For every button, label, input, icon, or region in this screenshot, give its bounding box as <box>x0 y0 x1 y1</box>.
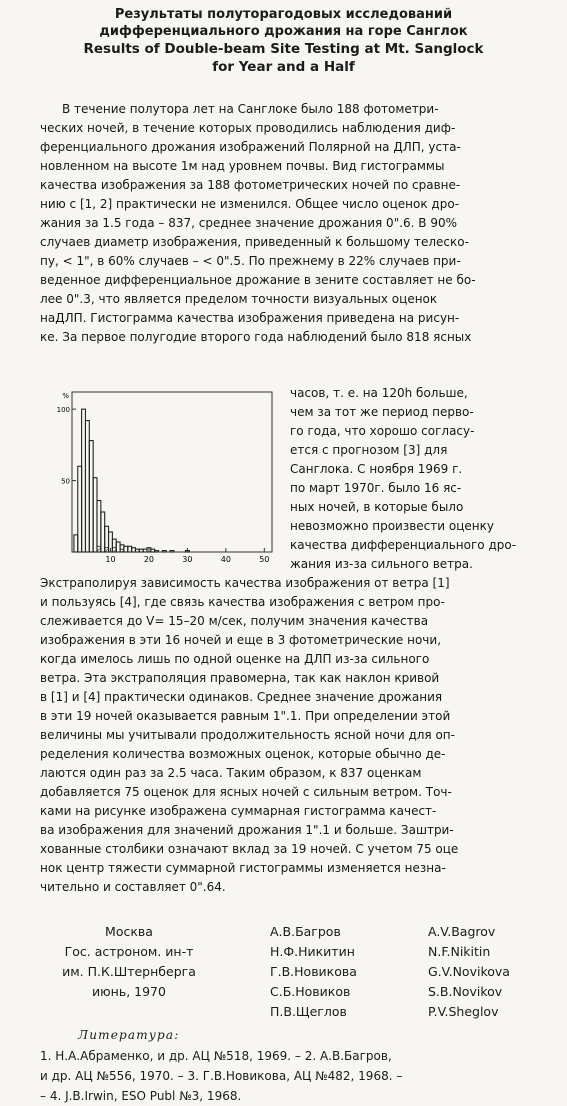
affiliation-city: Москва <box>105 924 153 939</box>
text-line: лее 0".3, что является пределом точности визуальных оценок <box>40 292 438 306</box>
reference-line: 1. Н.А.Абраменко, и др. АЦ №518, 1969. – 2. А.В.Багров, <box>40 1049 392 1063</box>
author-en: A.V.Bagrov <box>428 924 496 939</box>
text-line: чем за тот же период перво- <box>290 405 474 419</box>
affiliation-date: июнь, 1970 <box>92 984 166 999</box>
text-line: веденное дифференциальное дрожание в зените составляет не бо- <box>40 273 476 287</box>
histogram-bar <box>82 409 86 552</box>
histogram-bar <box>128 546 132 552</box>
text-line: хованные столбики означают вклад за 19 ночей. С учетом 75 оце <box>40 842 459 856</box>
text-line: нию с [1, 2] практически не изменился. Общее число оценок дро- <box>40 197 460 211</box>
text-line: качества изображения за 188 фотометрических ночей по сравне- <box>40 178 461 192</box>
affiliation-institute: Гос. астроном. ин-т <box>64 944 194 959</box>
author-en: G.V.Novikova <box>428 964 510 979</box>
text-line: ками на рисунке изображена суммарная гистограмма качест- <box>40 804 437 818</box>
text-line: ется с прогнозом [3] для <box>290 443 448 457</box>
histogram-bar <box>124 546 128 552</box>
x-tick-label: 30 <box>182 555 193 564</box>
histogram-bar <box>139 549 143 552</box>
title-ru-line-1: Результаты полуторагодовых исследований <box>114 7 453 22</box>
text-line: качества дифференциального дро- <box>290 538 517 552</box>
text-line: ветра. Эта экстраполяция правомерна, так как наклон кривой <box>40 671 440 685</box>
histogram-bar <box>85 421 89 552</box>
histogram-bar <box>162 551 166 552</box>
paragraph-bottom <box>40 574 540 897</box>
text-line: нок центр тяжести суммарной гистограммы изменяется незна- <box>40 861 446 875</box>
histogram-figure <box>52 384 280 570</box>
text-line: ческих ночей, в течение которых проводились наблюдения диф- <box>40 121 456 135</box>
author-en: S.B.Novikov <box>428 984 503 999</box>
text-line: ва изображения для значений дрожания 1".1 и больше. Заштри- <box>40 823 454 837</box>
text-line: в [1] и [4] практически одинаков. Среднее значение дрожания <box>40 690 443 704</box>
text-line: случаев диаметр изображения, приведенный к большому телеско- <box>40 235 469 249</box>
text-line: в эти 19 ночей оказывается равным 1".1. При определении этой <box>40 709 451 723</box>
histogram-bar <box>135 549 139 552</box>
title-en-line-2: for Year and a Half <box>212 59 355 75</box>
histogram-bar <box>116 542 120 552</box>
histogram-chart <box>52 384 280 570</box>
authors-english <box>428 922 510 1022</box>
text-line: по март 1970г. было 16 яс- <box>290 481 462 495</box>
y-tick-label: 100 <box>56 406 70 415</box>
text-line: жания из-за сильного ветра. <box>290 557 473 571</box>
authors-russian <box>270 922 357 1022</box>
text-line: жания за 1.5 года – 837, среднее значение дрожания 0".6. В 90% <box>40 216 458 230</box>
text-line: Экстраполируя зависимость качества изображения от ветра [1] <box>40 576 450 590</box>
text-line: изображения в эти 16 ночей и еще в 3 фотометрические ночи, <box>40 633 442 647</box>
paragraph-side <box>290 384 550 574</box>
reference-line: – 4. J.B.Irwin, ESO Publ №3, 1968. <box>40 1089 242 1103</box>
text-line: часов, т. е. на 120h больше, <box>290 386 468 400</box>
text-line: пу, < 1", в 60% случаев – < 0".5. По прежнему в 22% случаев при- <box>40 254 461 268</box>
title-ru-line-2: дифференциального дрожания на горе Санглок <box>99 24 468 39</box>
histogram-bar <box>74 535 78 552</box>
text-line: ференциального дрожания изображений Полярной на ДЛП, уста- <box>40 140 461 154</box>
histogram-bar <box>170 551 174 552</box>
author-ru: Н.Ф.Никитин <box>270 944 355 959</box>
references-heading: Литература: <box>78 1028 180 1042</box>
y-unit-label: % <box>62 392 69 400</box>
histogram-bar <box>93 478 97 552</box>
text-line: В течение полутора лет на Санглоке было 188 фотометри- <box>62 102 439 116</box>
histogram-bar <box>101 512 105 552</box>
text-line: невозможно произвести оценку <box>290 519 494 533</box>
histogram-bar <box>143 549 147 552</box>
x-tick-label: 40 <box>220 555 231 564</box>
author-en: N.F.Nikitin <box>428 944 491 959</box>
author-ru: С.Б.Новиков <box>270 984 351 999</box>
affiliation-named-after: им. П.К.Штернберга <box>62 964 196 979</box>
histogram-bar <box>78 466 82 552</box>
hatched-bar <box>97 546 101 552</box>
histogram-bar <box>155 551 159 552</box>
title-block <box>0 0 567 76</box>
text-line: добавляется 75 оценок для ясных ночей с сильным ветром. Точ- <box>40 785 452 799</box>
text-line: ке. За первое полугодие второго года наблюдений было 818 ясных <box>40 330 472 344</box>
x-tick-label: 10 <box>105 555 116 564</box>
text-line: чительно и составляет 0".64. <box>40 880 226 894</box>
text-line: ределения количества возможных оценок, которые обычно де- <box>40 747 446 761</box>
x-tick-label: 50 <box>259 555 270 564</box>
histogram-bar <box>89 441 93 552</box>
reference-line: и др. АЦ №556, 1970. – 3. Г.В.Новикова, АЦ №482, 1968. – <box>40 1069 403 1083</box>
author-ru: А.В.Багров <box>270 924 341 939</box>
text-line: слеживается до V= 15–20 м/сек, получим значения качества <box>40 614 429 628</box>
hatched-bar <box>120 549 124 552</box>
author-en: P.V.Sheglov <box>428 1004 499 1019</box>
title-en-line-1: Results of Double-beam Site Testing at Mt. Sanglock <box>83 41 484 57</box>
chart-frame <box>72 392 272 552</box>
author-ru: П.В.Щеглов <box>270 1004 347 1019</box>
text-line: величины мы учитывали продолжительность ясной ночи для оп- <box>40 728 455 742</box>
x-tick-label: 20 <box>143 555 155 564</box>
text-line: и пользуясь [4], где связь качества изображения с ветром про- <box>40 595 445 609</box>
text-line: Санглока. С ноября 1969 г. <box>290 462 463 476</box>
text-line: го года, что хорошо согласу- <box>290 424 475 438</box>
y-tick-label: 50 <box>61 477 70 486</box>
text-line: ных ночей, в которые было <box>290 500 464 514</box>
paragraph-main <box>40 100 540 347</box>
hatched-bar <box>105 548 109 552</box>
text-line: новленном на высоте 1м над уровнем почвы. Вид гистограммы <box>40 159 445 173</box>
histogram-bar <box>151 549 155 552</box>
text-line: лаются один раз за 2.5 часа. Таким образом, к 837 оценкам <box>40 766 422 780</box>
text-line: когда имелось лишь по одной оценке на ДЛП из-за сильного <box>40 652 430 666</box>
hatched-bar <box>112 548 116 552</box>
histogram-bar <box>97 501 101 552</box>
author-ru: Г.В.Новикова <box>270 964 357 979</box>
histogram-bar <box>132 548 136 552</box>
text-line: наДЛП. Гистограмма качества изображения приведена на рисун- <box>40 311 460 325</box>
references-list <box>40 1046 550 1106</box>
affiliation-block <box>44 922 214 1002</box>
